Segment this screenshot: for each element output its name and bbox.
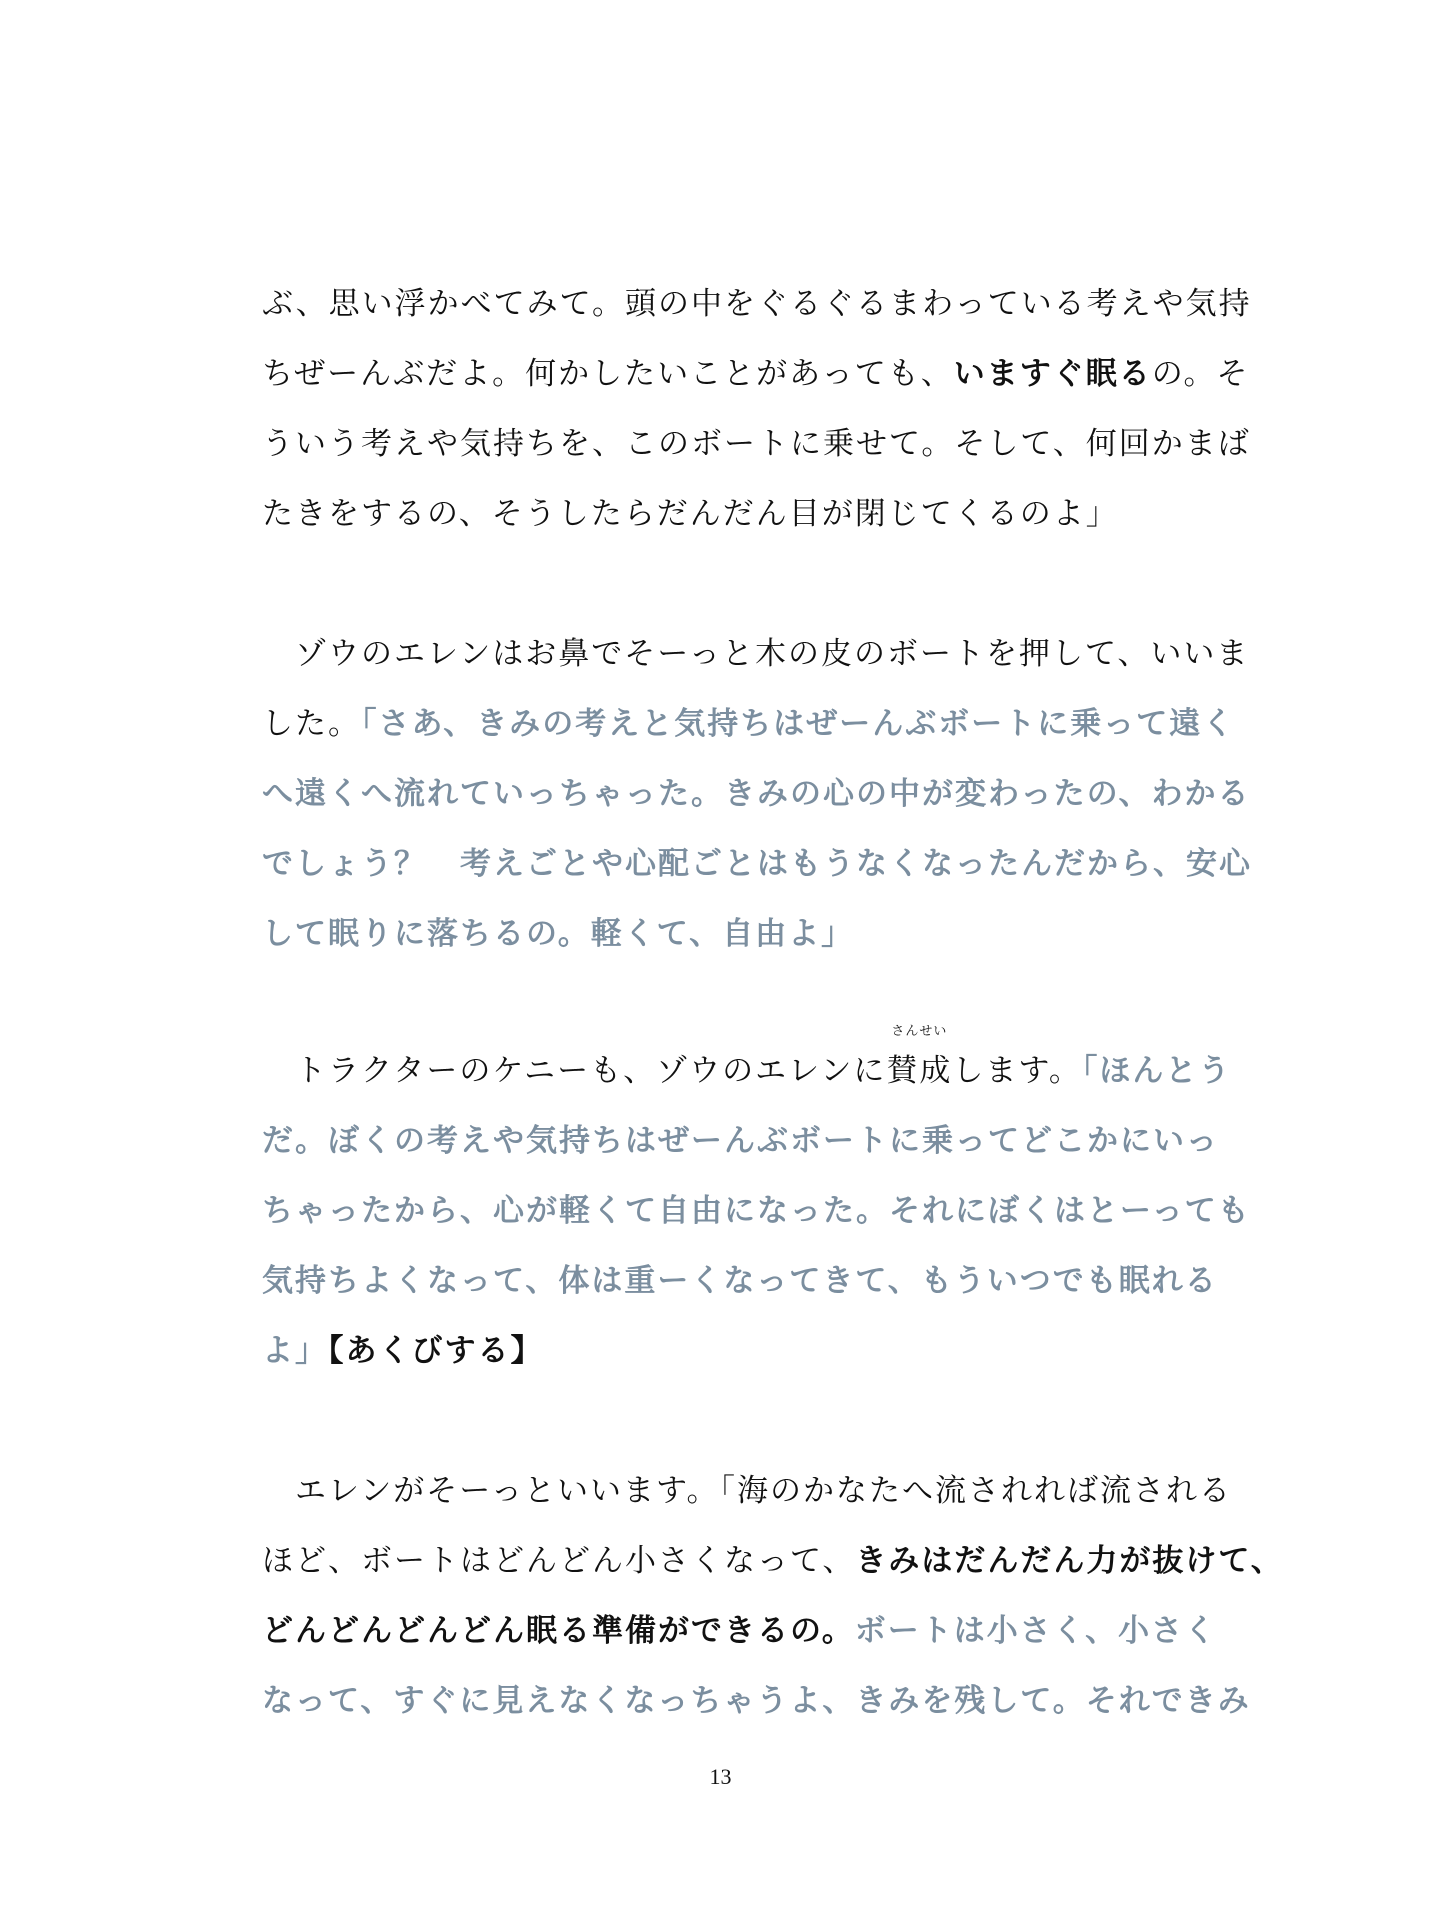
emphasis-text: いますぐ眠る <box>953 356 1152 392</box>
text-run: します。 <box>952 1053 1082 1089</box>
text-line <box>262 1255 1242 1307</box>
text-line <box>262 488 1242 540</box>
text-run: ういう考えや気持ちを、このボートに乗せて。そして、何回かまば <box>262 426 1251 462</box>
text-line <box>262 698 1242 750</box>
text-line <box>262 628 1250 680</box>
text-line <box>262 1115 1242 1167</box>
text-run: エレンがそーっといいます。「海のかなたへ流されれば流される <box>262 1473 1233 1509</box>
page-number: 13 <box>709 1764 732 1789</box>
highlighted-dialogue: して眠りに落ちるの。軽くて、自由よ」 <box>262 916 855 952</box>
text-line <box>262 418 1251 470</box>
text-run: トラクターのケニーも、ゾウのエレンに <box>262 1053 887 1089</box>
text-run: の。そ <box>1151 356 1250 392</box>
text-run: ゾウのエレンはお鼻でそーっと木の皮のボートを押して、いいま <box>262 636 1250 672</box>
highlighted-dialogue: なって、すぐに見えなくなっちゃうよ、きみを残して。それできみ <box>262 1683 1251 1719</box>
highlighted-dialogue: 「ほんとう <box>1081 1053 1232 1089</box>
text-line <box>262 1535 1284 1587</box>
text-line <box>262 348 1250 400</box>
text-line <box>262 1605 1242 1657</box>
text-line <box>262 768 1251 820</box>
text-run: ちぜーんぶだよ。何かしたいことがあっても、 <box>262 356 954 392</box>
emphasis-text: きみはだんだん力が抜けて、 <box>855 1543 1284 1579</box>
text-run: した。 <box>262 706 361 742</box>
highlighted-dialogue: でしょう？ 考えごとや心配ごとはもうなくなったんだから、安心 <box>262 846 1252 882</box>
highlighted-dialogue: へ遠くへ流れていっちゃった。きみの心の中が変わったの、わかる <box>262 776 1251 812</box>
text-line <box>262 1675 1251 1727</box>
emphasis-text: 【あくびする】 <box>328 1333 544 1369</box>
emphasis-text: どんどんどんどん眠る準備ができるの。 <box>262 1613 855 1649</box>
text-line <box>262 1185 1251 1237</box>
highlighted-dialogue: ちゃったから、心が軽くて自由になった。それにぼくはとーっても <box>262 1193 1251 1229</box>
text-line <box>262 908 1242 960</box>
highlighted-dialogue: よ」 <box>262 1333 328 1369</box>
text-run: ぶ、思い浮かべてみて。頭の中をぐるぐるまわっている考えや気持 <box>262 286 1252 322</box>
text-line <box>262 1024 1242 1097</box>
text-line <box>262 1325 1242 1377</box>
text-line <box>262 1465 1242 1517</box>
text-line <box>262 278 1252 330</box>
text-run: ほど、ボートはどんどん小さくなって、 <box>262 1543 856 1579</box>
ruby-annotation: さんせい <box>891 1024 948 1039</box>
text-line <box>262 838 1252 890</box>
ruby-base: 賛成 <box>886 1053 953 1089</box>
highlighted-dialogue: ボートは小さく、小さく <box>854 1613 1218 1649</box>
ruby-word <box>886 1024 953 1097</box>
highlighted-dialogue: 「さあ、きみの考えと気持ちはぜーんぶボートに乗って遠く <box>361 706 1236 742</box>
highlighted-dialogue: 気持ちよくなって、体は重ーくなってきて、もういつでも眠れる <box>262 1263 1218 1299</box>
text-run: たきをするの、そうしたらだんだん目が閉じてくるのよ」 <box>262 496 1119 532</box>
highlighted-dialogue: だ。ぼくの考えや気持ちはぜーんぶボートに乗ってどこかにいっ <box>262 1123 1219 1159</box>
